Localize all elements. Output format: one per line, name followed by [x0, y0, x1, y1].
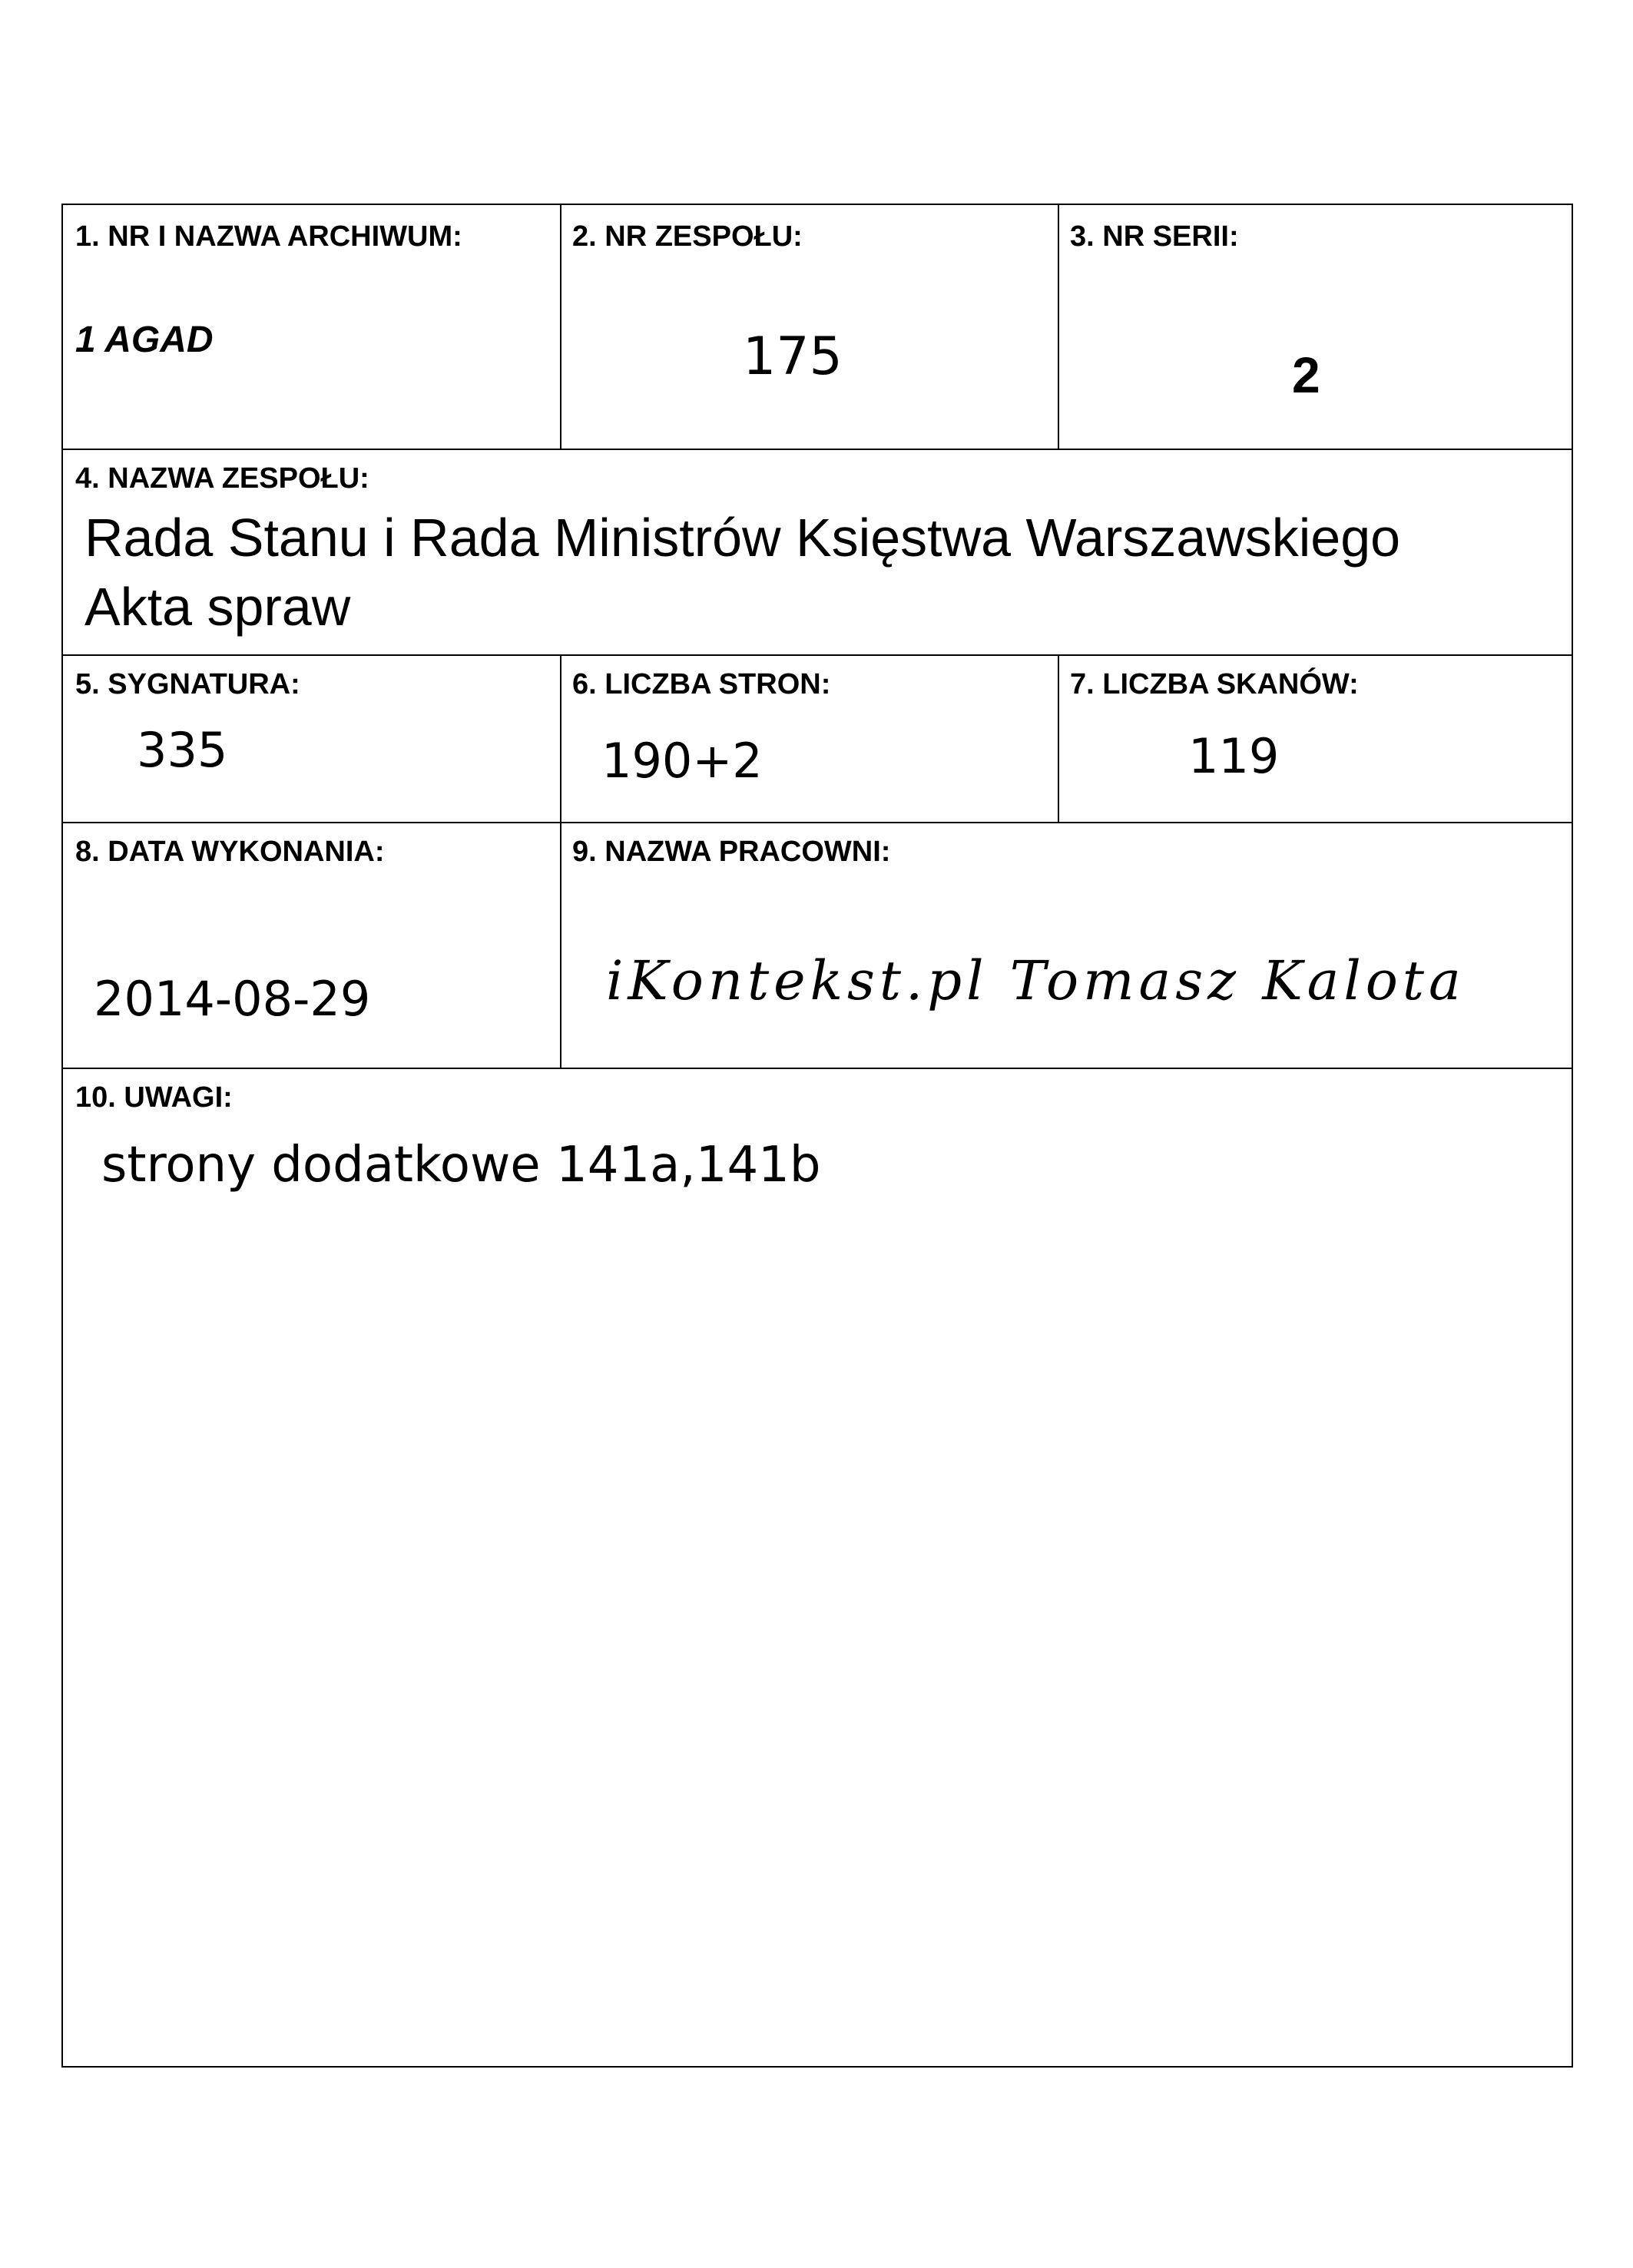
workshop-label: 9. NAZWA PRACOWNI: [572, 836, 891, 868]
date-cell [63, 823, 560, 1068]
signature-cell [63, 656, 560, 822]
workshop-value: iKontekst.pl Tomasz Kalota [606, 949, 1466, 1012]
series-number-label: 3. NR SERII: [1070, 220, 1239, 253]
archive-label: 1. NR I NAZWA ARCHIWUM: [75, 220, 462, 253]
notes-value: strony dodatkowe 141a,141b [101, 1137, 821, 1194]
fonds-name-label: 4. NAZWA ZESPOŁU: [75, 462, 369, 495]
workshop-cell [561, 823, 1572, 1068]
scan-count-value: 119 [1188, 728, 1280, 784]
page-count-value: 190+2 [601, 733, 763, 789]
scan-count-cell [1059, 656, 1572, 822]
series-number-cell [1059, 205, 1572, 449]
notes-label: 10. UWAGI: [75, 1081, 233, 1114]
fonds-number-value: 175 [743, 326, 843, 387]
date-value: 2014-08-29 [94, 971, 371, 1027]
fonds-number-cell [561, 205, 1058, 449]
fonds-name-line-1: Rada Stanu i Rada Ministrów Księstwa Warszawskiego [84, 508, 1401, 568]
page-count-label: 6. LICZBA STRON: [572, 668, 831, 700]
archive-value: 1 AGAD [75, 320, 214, 360]
notes-cell [63, 1069, 1572, 2066]
date-label: 8. DATA WYKONANIA: [75, 836, 385, 868]
scan-count-label: 7. LICZBA SKANÓW: [1070, 668, 1359, 700]
fonds-number-label: 2. NR ZESPOŁU: [572, 220, 803, 253]
archive-cell [63, 205, 560, 449]
series-number-value: 2 [1292, 346, 1320, 403]
page-count-cell [561, 656, 1058, 822]
fonds-name-cell [63, 450, 1572, 654]
archive-scan-card [61, 204, 1573, 2068]
signature-value: 335 [137, 722, 228, 778]
fonds-name-line-2: Akta spraw [84, 577, 351, 637]
signature-label: 5. SYGNATURA: [75, 668, 300, 700]
